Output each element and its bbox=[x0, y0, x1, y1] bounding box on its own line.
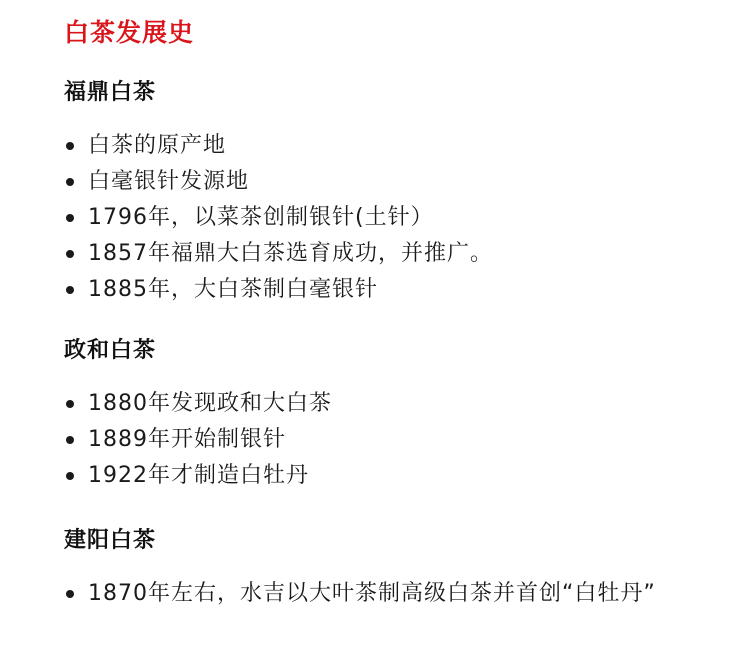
list-item bbox=[64, 236, 493, 272]
bullet-list-fuding bbox=[64, 128, 493, 308]
list-item-text: 白毫银针发源地 bbox=[88, 169, 250, 194]
list-item bbox=[64, 422, 332, 458]
list-item bbox=[64, 200, 493, 236]
bullet-dot-icon bbox=[66, 400, 74, 408]
list-item-text: 1889年开始制银针 bbox=[88, 427, 286, 452]
list-item bbox=[64, 164, 493, 200]
list-item bbox=[64, 386, 332, 422]
list-item bbox=[64, 128, 493, 164]
list-item bbox=[64, 576, 656, 612]
bullet-dot-icon bbox=[66, 590, 74, 598]
bullet-dot-icon bbox=[66, 472, 74, 480]
list-item-text: 1870年左右，水吉以大叶茶制高级白茶并首创“白牡丹” bbox=[88, 581, 656, 606]
list-item-text: 1796年，以菜茶创制银针(土针） bbox=[88, 205, 434, 230]
bullet-dot-icon bbox=[66, 250, 74, 258]
page-title: 白茶发展史 bbox=[64, 18, 195, 47]
list-item bbox=[64, 272, 493, 308]
section-heading-fuding: 福鼎白茶 bbox=[64, 80, 157, 105]
bullet-dot-icon bbox=[66, 286, 74, 294]
list-item bbox=[64, 458, 332, 494]
list-item-text: 1857年福鼎大白茶选育成功，并推广。 bbox=[88, 241, 493, 266]
list-item-text: 1880年发现政和大白茶 bbox=[88, 391, 332, 416]
bullet-dot-icon bbox=[66, 178, 74, 186]
bullet-dot-icon bbox=[66, 214, 74, 222]
list-item-text: 1885年，大白茶制白毫银针 bbox=[88, 277, 378, 302]
list-item-text: 1922年才制造白牡丹 bbox=[88, 463, 309, 488]
section-heading-zhenghe: 政和白茶 bbox=[64, 338, 157, 363]
bullet-dot-icon bbox=[66, 436, 74, 444]
list-item-text: 白茶的原产地 bbox=[88, 133, 227, 158]
section-heading-jianyang: 建阳白茶 bbox=[64, 528, 157, 553]
bullet-list-jianyang bbox=[64, 576, 656, 612]
bullet-dot-icon bbox=[66, 142, 74, 150]
bullet-list-zhenghe bbox=[64, 386, 332, 494]
